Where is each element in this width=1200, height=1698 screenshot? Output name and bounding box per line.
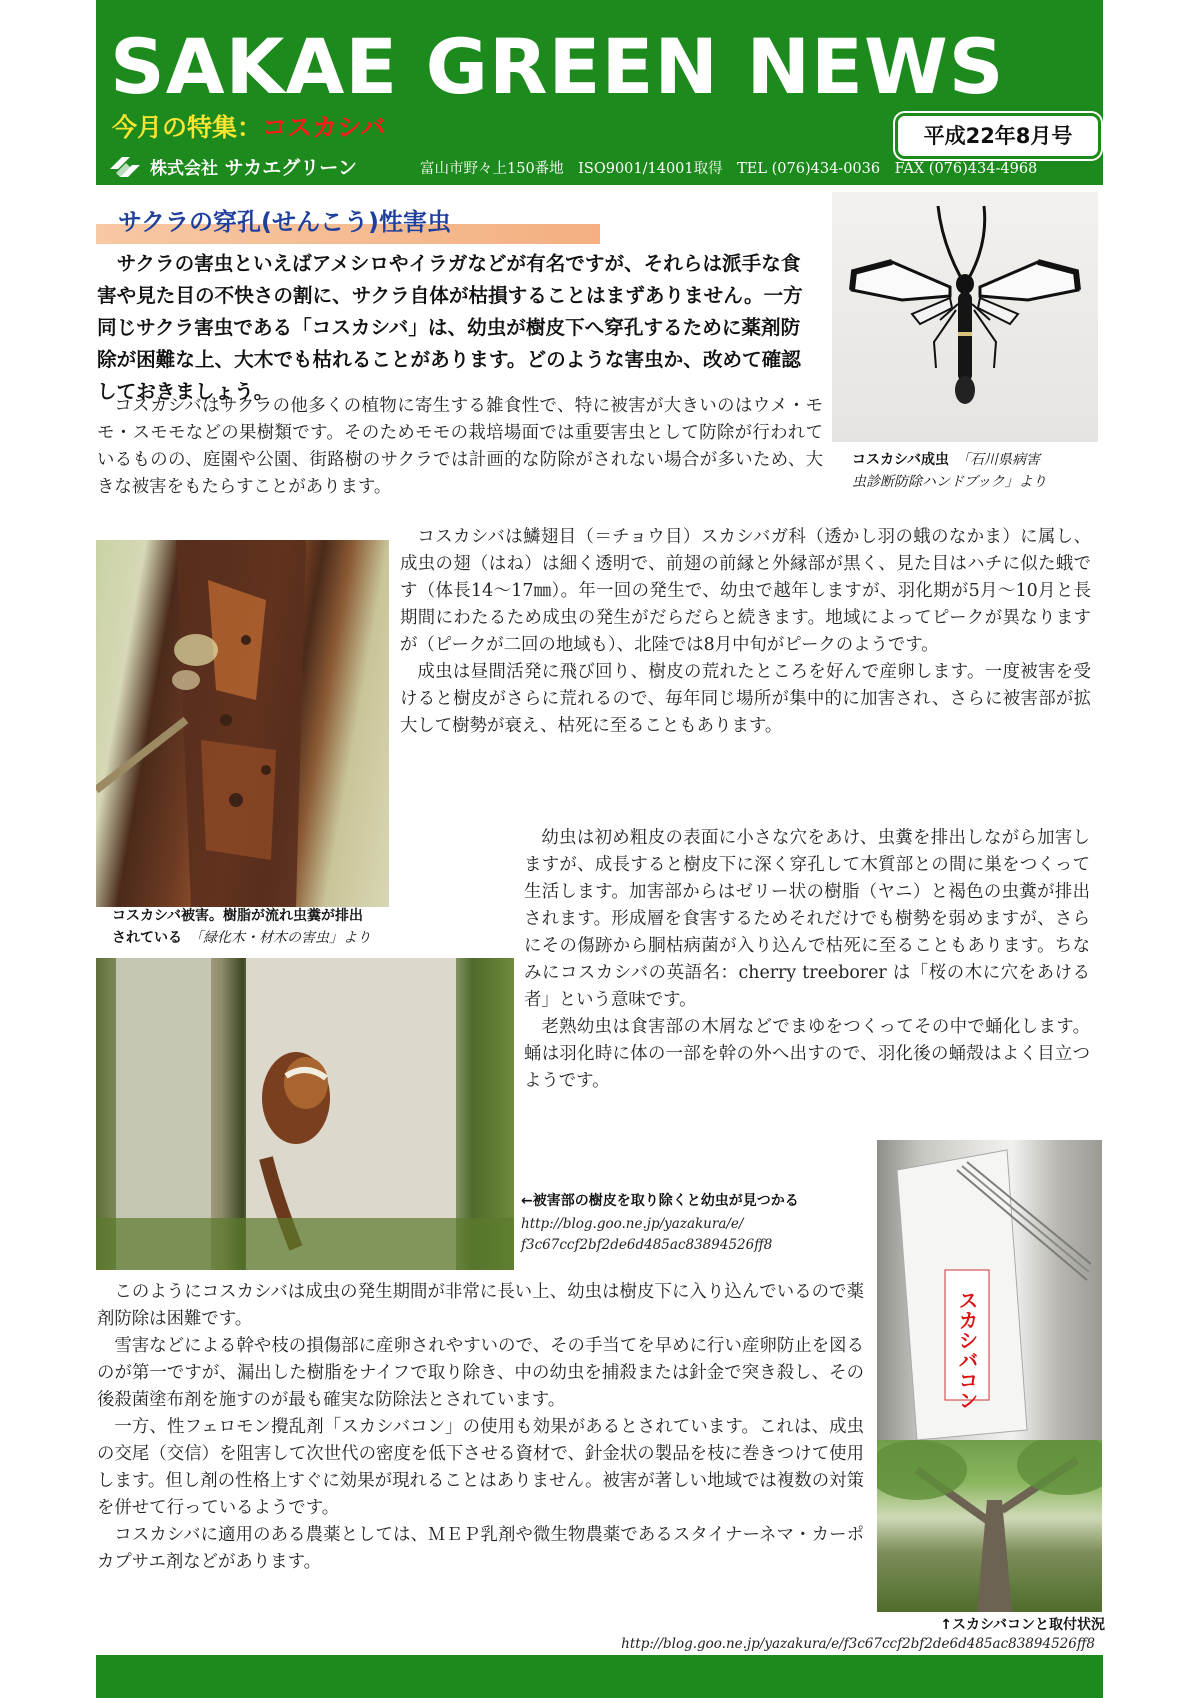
section-title: サクラの穿孔(せんこう)性害虫 bbox=[118, 208, 451, 236]
moth-caption: コスカシバ成虫 「石川県病害 虫診断防除ハンドブック」より bbox=[852, 452, 1047, 490]
feature-label: 今月の特集： bbox=[112, 113, 263, 142]
larva-caption: ←被害部の樹皮を取り除くと幼虫が見つかる bbox=[521, 1193, 799, 1209]
company-contact: 富山市野々上150番地 ISO9001/14001取得 TEL (076)434-0036 FAX (076)434-4968 bbox=[420, 161, 1038, 177]
body-paragraph-6-9: このようにコスカシバは成虫の発生期間が非常に長い上、幼虫は樹皮下に入り込んでいるので薬剤防除は困難です。 雪害などによる幹や枝の損傷部に産卵されやすいので、その手当てを早めに行い産卵防止を図るのが第一ですが、漏出した樹脂をナイフで取り除き、中の幼虫を捕殺または針金で突き殺し、その後殺菌塗布剤を施すのが最も確実な防除法とされています。 一方、性フェロモン攪乱剤「スカシバコン」の使用も効果があるとされています。これは、成虫の交尾（交信）を阻害して次世代の密度を低下させる資材で、針金状の製品を枝に巻きつけて使用します。但し剤の性格上すぐに効果が現れることはありません。被害が著しい地域では複数の対策を併せて行っているようです。 コスカシバに適用のある農薬としては、ＭＥＰ乳剤や微生物農薬であるスタイナーネマ・カーポカプサエ剤などがあります。 bbox=[97, 1282, 864, 1572]
lead-paragraph: サクラの害虫といえばアメシロやイラガなどが有名ですが、それらは派手な食害や見た目の不快さの割に、サクラ自体が枯損することはまずありません。一方同じサクラ害虫である「コスカシバ」は、幼虫が樹皮下へ穿孔するために薬剤防除が困難な上、大木でも枯れることがあります。どのような害虫か、改めて確認しておきましょう。 bbox=[97, 252, 803, 403]
installation-photo bbox=[877, 1440, 1102, 1612]
product-label: スカシバコン bbox=[955, 1290, 979, 1410]
footer-source-url: http://blog.goo.ne.jp/yazakura/e/f3c67ccf2bf2de6d485ac83894526ff8 bbox=[621, 1636, 1095, 1652]
newsletter-title: SAKAE GREEN NEWS bbox=[110, 22, 1005, 111]
company-name: 株式会社 サカエグリーン bbox=[150, 157, 357, 179]
larva-source-url: http://blog.goo.ne.jp/yazakura/e/ f3c67ccf2bf2de6d485ac83894526ff8 bbox=[521, 1216, 773, 1253]
damage-caption: コスカシバ被害。樹脂が流れ虫糞が排出 されている 「緑化木・材木の害虫」より bbox=[112, 908, 371, 946]
footer-bar bbox=[96, 1655, 1103, 1698]
body-paragraph-2-3: コスカシバは鱗翅目（＝チョウ目）スカシバガ科（透かし羽の蛾のなかま）に属し、成虫の翅（はね）は細く透明で、前翅の前縁と外縁部が黒く、見た目はハチに似た蛾です（体長14～17㎜）。年一回の発生で、幼虫で越年しますが、羽化期が5月～10月と長期間にわたるため成虫の発生がだらだらと続きます。地域によってピークが異なりますが（ピークが二回の地域も）、北陸では8月中旬がピークのようです。 成虫は昼間活発に飛び回り、樹皮の荒れたところを好んで産卵します。一度被害を受けると樹皮がさらに荒れるので、毎年同じ場所が集中的に加害され、さらに被害部が拡大して樹勢が衰え、枯死に至ることもあります。 bbox=[400, 527, 1091, 736]
product-caption: ↑スカシバコンと取付状況 bbox=[940, 1617, 1105, 1633]
moth-photo bbox=[832, 192, 1098, 442]
issue-badge: 平成22年8月号 bbox=[895, 113, 1101, 159]
sukashibacon-photo bbox=[877, 1140, 1102, 1440]
feature-topic: コスカシバ bbox=[262, 113, 386, 142]
larva-bark-photo bbox=[96, 958, 514, 1270]
body-paragraph-1: コスカシバはサクラの他多くの植物に寄生する雑食性で、特に被害が大きいのはウメ・モモ・スモモなどの果樹類です。そのためモモの栽培場面では重要害虫として防除が行われているものの、庭園や公園、街路樹のサクラでは計画的な防除がされない場合が多いため、大きな被害をもたらすことがあります。 bbox=[97, 396, 823, 497]
feature-line bbox=[112, 112, 385, 144]
company-logo-icon bbox=[108, 153, 142, 181]
bark-damage-photo bbox=[96, 540, 389, 907]
body-paragraph-4-5: 幼虫は初め粗皮の表面に小さな穴をあけ、虫糞を排出しながら加害しますが、成長すると樹皮下に深く穿孔して木質部との間に巣をつくって生活します。加害部からはゼリー状の樹脂（ヤニ）と褐色の虫糞が排出されます。形成層を食害するためそれだけでも樹勢を弱めますが、さらにその傷跡から胴枯病菌が入り込んで枯死に至ることもあります。ちなみにコスカシバの英語名：cherry treeborer は「桜の木に穴をあける者」という意味です。 老熟幼虫は食害部の木屑などでまゆをつくってその中で蛹化します。蛹は羽化時に体の一部を幹の外へ出すので、羽化後の蛹殻はよく目立つようです。 bbox=[524, 828, 1090, 1091]
